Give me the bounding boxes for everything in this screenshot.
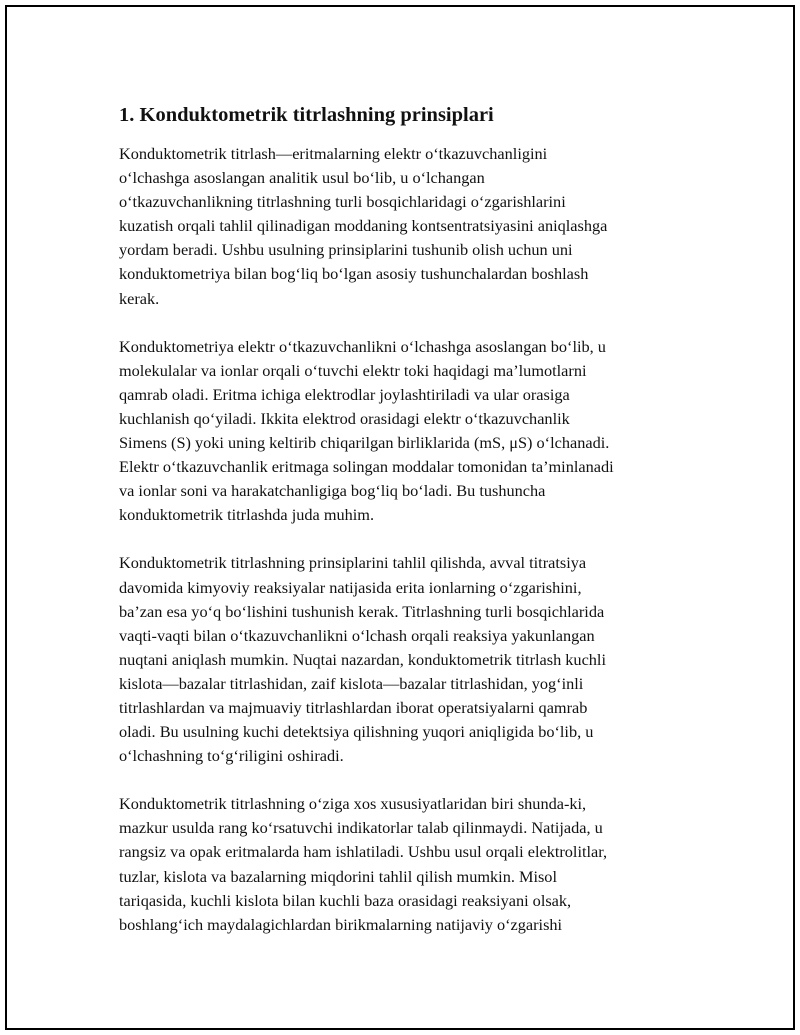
text-line: ba’zan esa yo‘q bo‘lishini tushunish kerak. Titrlashning turli bosqichlarida bbox=[119, 601, 605, 621]
text-line: boshlang‘ich maydalagichlardan birikmalarning natijaviy o‘zgarishi bbox=[119, 914, 563, 934]
paragraph bbox=[119, 792, 689, 937]
paragraph-container bbox=[119, 142, 689, 937]
paragraph bbox=[119, 551, 689, 768]
text-line: nuqtani aniqlash mumkin. Nuqtai nazardan, konduktometrik titrlash kuchli bbox=[119, 649, 606, 669]
text-line: davomida kimyoviy reaksiyalar natijasida erita ionlarning o‘zgarishini, bbox=[119, 577, 582, 597]
text-line: molekulalar va ionlar orqali o‘tuvchi elektr toki haqidagi ma’lumotlarni bbox=[119, 360, 587, 380]
text-line: mazkur usulda rang ko‘rsatuvchi indikatorlar talab qilinmaydi. Natijada, u bbox=[119, 818, 603, 838]
text-line: yordam beradi. Ushbu usulning prinsiplarini tushunib olish uchun uni bbox=[119, 240, 573, 260]
text-line: o‘lchashga asoslangan analitik usul bo‘lib, u o‘lchangan bbox=[119, 168, 485, 188]
section-heading: 1. Konduktometrik titrlashning prinsiplari bbox=[119, 104, 494, 126]
text-line: tariqasida, kuchli kislota bilan kuchli baza orasidagi reaksiyani olsak, bbox=[119, 890, 572, 910]
text-line: o‘lchashning to‘g‘riligini oshiradi. bbox=[119, 746, 344, 766]
text-line: titrlashlardan va majmuaviy titrlashlardan iborat operatsiyalarni qamrab bbox=[119, 697, 588, 717]
text-line: Simens (S) yoki uning keltirib chiqarilgan birliklarida (mS, μS) o‘lchanadi. bbox=[119, 433, 610, 453]
text-line: konduktometrik titrlashda juda muhim. bbox=[119, 505, 375, 525]
text-line: kerak. bbox=[119, 288, 160, 308]
text-line: Konduktometrik titrlashning prinsiplarini tahlil qilishda, avval titratsiya bbox=[119, 553, 587, 573]
paragraph bbox=[119, 142, 689, 311]
text-line: qamrab oladi. Eritma ichiga elektrodlar joylashtiriladi va ular orasiga bbox=[119, 384, 570, 404]
text-line: kuzatish orqali tahlil qilinadigan moddaning kontsentratsiyasini aniqlashga bbox=[119, 216, 608, 236]
text-line: Konduktometrik titrlashning o‘ziga xos xususiyatlaridan biri shunda-ki, bbox=[119, 794, 587, 814]
text-line: Konduktometriya elektr o‘tkazuvchanlikni o‘lchashga asoslangan bo‘lib, u bbox=[119, 336, 606, 356]
text-line: konduktometriya bilan bog‘liq bo‘lgan asosiy tushunchalardan boshlash bbox=[119, 264, 589, 284]
text-line: oladi. Bu usulning kuchi detektsiya qilishning yuqori aniqligida bo‘lib, u bbox=[119, 722, 594, 742]
text-line: o‘tkazuvchanlikning titrlashning turli bosqichlaridagi o‘zgarishlarini bbox=[119, 192, 566, 212]
text-line: kuchlanish qo‘yiladi. Ikkita elektrod orasidagi elektr o‘tkazuvchanlik bbox=[119, 408, 570, 428]
text-line: vaqti-vaqti bilan o‘tkazuvchanlikni o‘lchash orqali reaksiya yakunlangan bbox=[119, 625, 595, 645]
text-line: tuzlar, kislota va bazalarning miqdorini tahlil qilish mumkin. Misol bbox=[119, 866, 557, 886]
text-line: Konduktometrik titrlash—eritmalarning elektr o‘tkazuvchanligini bbox=[119, 144, 548, 163]
paragraph bbox=[119, 335, 689, 528]
text-line: rangsiz va opak eritmalarda ham ishlatiladi. Ushbu usul orqali elektrolitlar, bbox=[119, 842, 608, 862]
text-line: va ionlar soni va harakatchanligiga bog‘liq bo‘ladi. Bu tushuncha bbox=[119, 481, 546, 501]
text-line: kislota—bazalar titrlashidan, zaif kislota—bazalar titrlashidan, yog‘inli bbox=[119, 673, 584, 693]
page-frame bbox=[5, 5, 795, 1030]
text-line: Elektr o‘tkazuvchanlik eritmaga solingan moddalar tomonidan ta’minlanadi bbox=[119, 457, 614, 477]
document-body bbox=[119, 102, 689, 961]
